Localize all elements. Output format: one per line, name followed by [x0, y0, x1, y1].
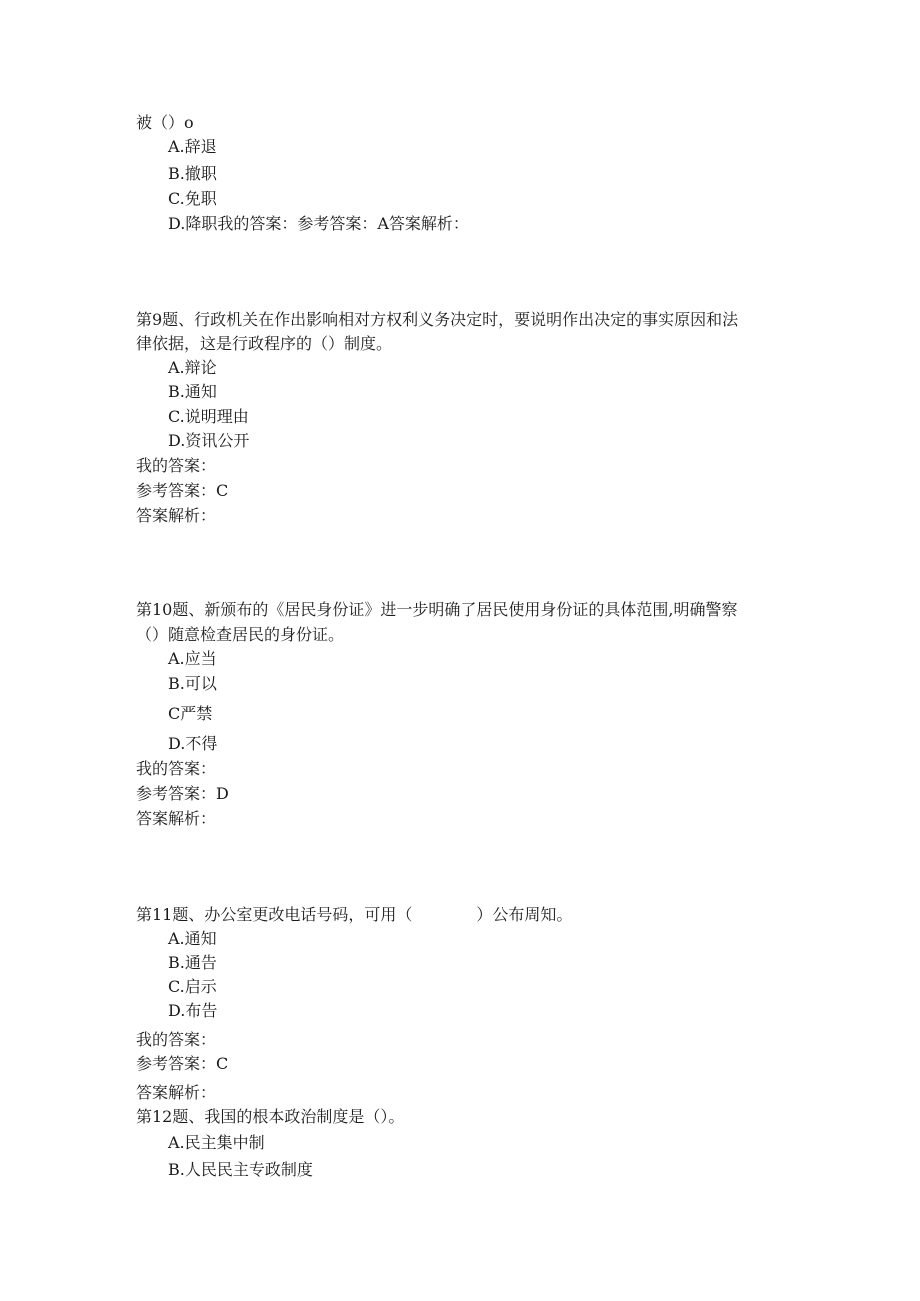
q8-option-d: D.降职我的答案：参考答案：A答案解析： — [168, 214, 469, 233]
q8-option-a: A.辞退 — [168, 137, 217, 156]
q8-option-b: B.撤职 — [168, 164, 217, 183]
q9-my-answer: 我的答案： — [136, 456, 217, 475]
q8-stem-tail: 被（）o — [136, 113, 194, 132]
q9-analysis: 答案解析： — [136, 506, 217, 525]
q12-stem: 第12题、我国的根本政治制度是（）。 — [136, 1107, 405, 1126]
q9-option-d: D.资讯公开 — [168, 431, 250, 450]
q10-ref-answer: 参考答案：D — [136, 784, 229, 803]
q10-option-c: C严禁 — [168, 704, 213, 723]
q10-option-d: D.不得 — [168, 734, 218, 753]
q10-stem-line1: 第10题、新颁布的《居民身份证》进一步明确了居民使用身份证的具体范围,明确警察 — [136, 600, 738, 619]
q11-stem: 第11题、办公室更改电话号码，可用（ ）公布周知。 — [136, 905, 573, 924]
q10-analysis: 答案解析： — [136, 809, 217, 828]
q11-option-d: D.布告 — [168, 1001, 218, 1020]
q11-ref-answer: 参考答案：C — [136, 1054, 229, 1073]
q11-option-a: A.通知 — [168, 929, 217, 948]
q10-my-answer: 我的答案： — [136, 759, 217, 778]
q9-ref-answer: 参考答案：C — [136, 481, 229, 500]
q12-option-a: A.民主集中制 — [168, 1133, 265, 1152]
q10-option-a: A.应当 — [168, 649, 217, 668]
q9-option-c: C.说明理由 — [168, 407, 249, 426]
q11-analysis: 答案解析： — [136, 1083, 217, 1102]
q11-option-c: C.启示 — [168, 977, 217, 996]
q11-my-answer: 我的答案： — [136, 1030, 217, 1049]
q12-option-b: B.人民民主专政制度 — [168, 1160, 313, 1179]
q10-option-b: B.可以 — [168, 674, 217, 693]
q8-option-c: C.免职 — [168, 189, 217, 208]
q9-stem-line1: 第9题、行政机关在作出影响相对方权利义务决定时，要说明作出决定的事实原因和法 — [136, 310, 739, 329]
q11-option-b: B.通告 — [168, 953, 217, 972]
q9-option-a: A.辩论 — [168, 358, 217, 377]
q10-stem-line2: （）随意检查居民的身份证。 — [136, 625, 345, 644]
q9-stem-line2: 律依据，这是行政程序的（）制度。 — [136, 334, 393, 353]
q9-option-b: B.通知 — [168, 382, 217, 401]
